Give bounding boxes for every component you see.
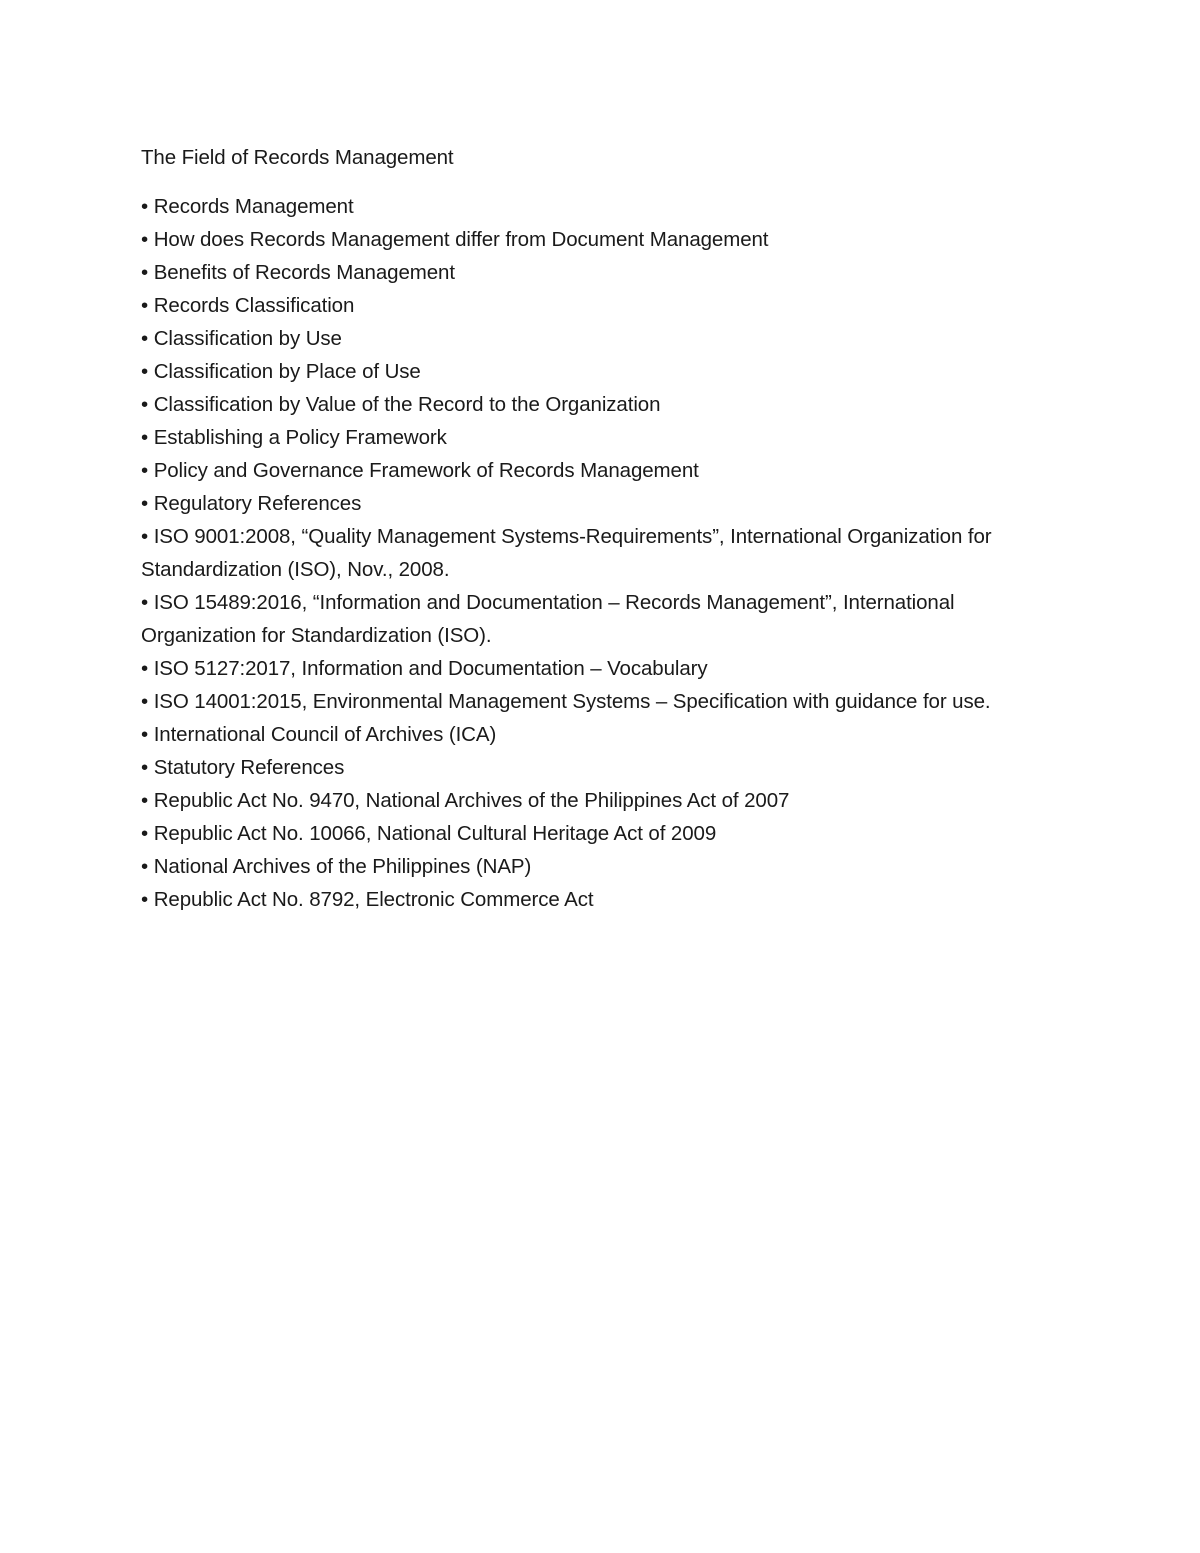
list-item-text: Statutory References [153,756,345,779]
bullet-icon: • [141,756,149,779]
list-item-text: Records Management [153,195,354,218]
list-item-text: Establishing a Policy Framework [153,426,447,449]
list-item-text: Records Classification [153,294,355,317]
bullet-icon: • [141,261,149,284]
list-item-text: Republic Act No. 9470, National Archives of the Philippines Act of 2007 [153,789,790,812]
list-item-text: National Archives of the Philippines (NAP) [153,855,532,878]
list-item [141,652,1061,685]
list-item-text: Classification by Value of the Record to the Organization [153,393,661,416]
bullet-icon: • [141,228,149,251]
list-item-text: Classification by Place of Use [153,360,421,383]
document-body [141,141,1061,916]
bullet-icon: • [141,360,149,383]
bullet-icon: • [141,525,149,548]
list-item [141,388,1061,421]
list-item [141,883,1061,916]
list-item [141,190,1061,223]
bullet-icon: • [141,657,149,680]
list-item [141,817,1061,850]
bullet-icon: • [141,195,149,218]
bullet-icon: • [141,426,149,449]
bullet-icon: • [141,789,149,812]
list-item-text: Benefits of Records Management [153,261,455,284]
list-item [141,784,1061,817]
list-item-text: ISO 9001:2008, “Quality Management Systems-Requirements”, International Organization for Standardization (ISO), Nov., 2008. [141,525,992,581]
bullet-icon: • [141,591,149,614]
bullet-list [141,190,1061,916]
list-item-text: Policy and Governance Framework of Records Management [153,459,699,482]
bullet-icon: • [141,855,149,878]
document-title: The Field of Records Management [141,146,454,169]
list-item-text: Regulatory References [153,492,362,515]
list-item [141,685,1061,718]
list-item [141,718,1061,751]
list-item-text: ISO 14001:2015, Environmental Management Systems – Specification with guidance for use. [153,690,991,713]
list-item-text: How does Records Management differ from Document Management [153,228,769,251]
list-item [141,751,1061,784]
bullet-icon: • [141,888,149,911]
list-item [141,223,1061,256]
list-item [141,355,1061,388]
bullet-icon: • [141,822,149,845]
bullet-icon: • [141,294,149,317]
bullet-icon: • [141,459,149,482]
list-item-text: ISO 5127:2017, Information and Documentation – Vocabulary [153,657,708,680]
list-item-text: Republic Act No. 10066, National Cultural Heritage Act of 2009 [153,822,717,845]
list-item-text: Classification by Use [153,327,342,350]
list-item [141,520,1061,586]
list-item-text: Republic Act No. 8792, Electronic Commerce Act [153,888,594,911]
list-item [141,322,1061,355]
list-item [141,454,1061,487]
list-item [141,289,1061,322]
list-item [141,256,1061,289]
list-item [141,850,1061,883]
list-item-text: International Council of Archives (ICA) [153,723,497,746]
bullet-icon: • [141,690,149,713]
list-item [141,487,1061,520]
list-item [141,586,1061,652]
list-item-text: ISO 15489:2016, “Information and Documentation – Records Management”, International Organization for Standardization (ISO). [141,591,955,647]
bullet-icon: • [141,492,149,515]
list-item [141,421,1061,454]
bullet-icon: • [141,327,149,350]
bullet-icon: • [141,393,149,416]
bullet-icon: • [141,723,149,746]
